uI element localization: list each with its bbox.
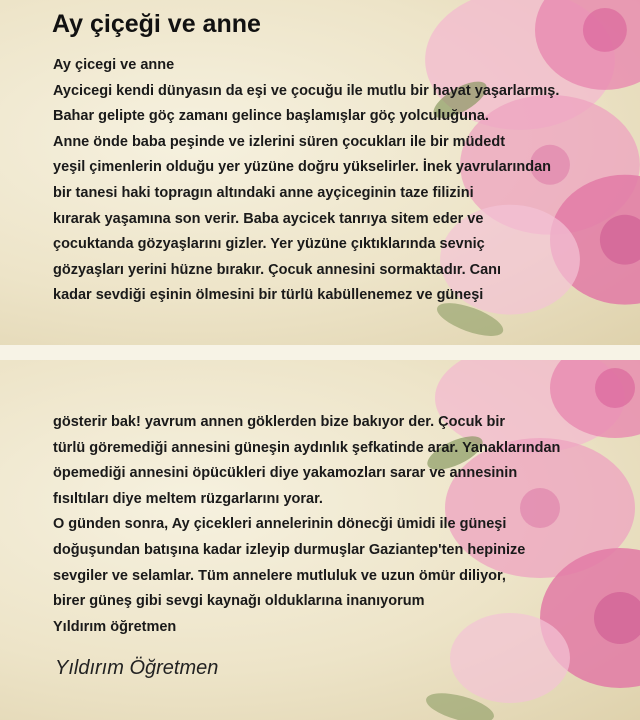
poem-panel-top <box>0 0 640 345</box>
poem-line: türlü göremediği annesini güneşin aydınlık şefkatinde arar. Yanaklarından <box>53 439 561 456</box>
poem-line: O günden sonra, Ay çicekleri annelerinin dönecği ümidi ile güneşi <box>53 516 507 533</box>
poem-line: Ay çicegi ve anne <box>53 57 175 73</box>
poem-line: öpemediği annesini öpücükleri diye yakamozları sarar ve annesinin <box>53 465 518 482</box>
poem-text-part1 <box>53 53 559 309</box>
poem-line: gözyaşları yerini hüzne bırakır. Çocuk annesini sormaktadır. Canı <box>53 261 502 278</box>
poem-line: Bahar gelipte göç zamanı gelince başlamışlar göç yolculuğuna. <box>53 108 489 125</box>
poem-line: sevgiler ve selamlar. Tüm annelere mutluluk ve uzun ömür diliyor, <box>53 567 506 584</box>
author-signature: Yıldırım Öğretmen <box>55 657 219 679</box>
poem-line: Aycicegi kendi dünyasın da eşi ve çocuğu ile mutlu bir hayat yaşarlarmış. <box>53 82 560 99</box>
poem-line: yeşil çimenlerin olduğu yer yüzüne doğru yükselirler. İnek yavrularından <box>53 159 551 176</box>
poem-line: kadar sevdiği eşinin ölmesini bir türlü kabüllenemez ve güneşi <box>53 287 484 304</box>
poem-line: gösterir bak! yavrum annen göklerden bize bakıyor der. Çocuk bir <box>53 414 506 430</box>
panel-divider <box>0 345 640 360</box>
poem-text-part2 <box>53 410 560 640</box>
poem-line: bir tanesi haki topragın altındaki anne ayçiceginin taze filizini <box>53 184 474 201</box>
poem-line: çocuktanda gözyaşlarını gizler. Yer yüzüne çıktıklarında sevniç <box>53 236 485 253</box>
poem-line: Yıldırım öğretmen <box>53 618 177 635</box>
poem-line: birer güneş gibi sevgi kaynağı olduklarına inanıyorum <box>53 593 425 610</box>
poem-line: fısıltıları diye meltem rüzgarlarını yorar. <box>53 490 323 507</box>
poem-line: Anne önde baba peşinde ve izlerini süren çocukları ile bir müdedt <box>53 133 506 150</box>
poem-line: kırarak yaşamına son verir. Baba aycicek tanrıya sitem eder ve <box>53 210 484 227</box>
poem-title: Ay çiçeği ve anne <box>52 10 261 38</box>
poem-line: doğuşundan batışına kadar izleyip durmuşlar Gaziantep'ten hepinize <box>53 541 526 558</box>
